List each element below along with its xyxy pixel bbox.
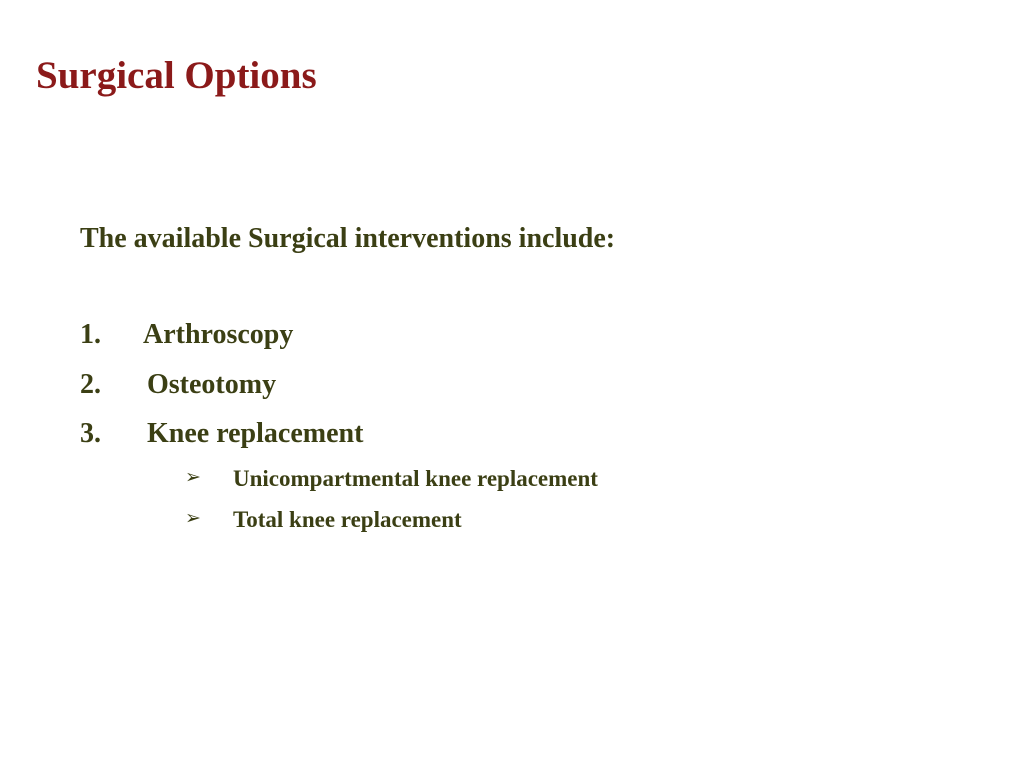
- sub-bullet-label: Total knee replacement: [233, 507, 462, 532]
- list-item-number: 1.: [80, 319, 101, 350]
- list-item-number: 3.: [80, 418, 101, 449]
- list-item-label: Osteotomy: [147, 368, 277, 400]
- slide-title: Surgical Options: [36, 54, 317, 97]
- sub-bullet-label: Unicompartmental knee replacement: [233, 466, 598, 491]
- intro-text: The available Surgical interventions include:: [80, 223, 616, 254]
- list-item-label: Knee replacement: [147, 418, 364, 449]
- arrow-bullet-icon: ➢: [185, 466, 201, 488]
- list-item-number: 2.: [80, 368, 101, 400]
- list-item-label: Arthroscopy: [143, 319, 294, 350]
- arrow-bullet-icon: ➢: [185, 507, 201, 529]
